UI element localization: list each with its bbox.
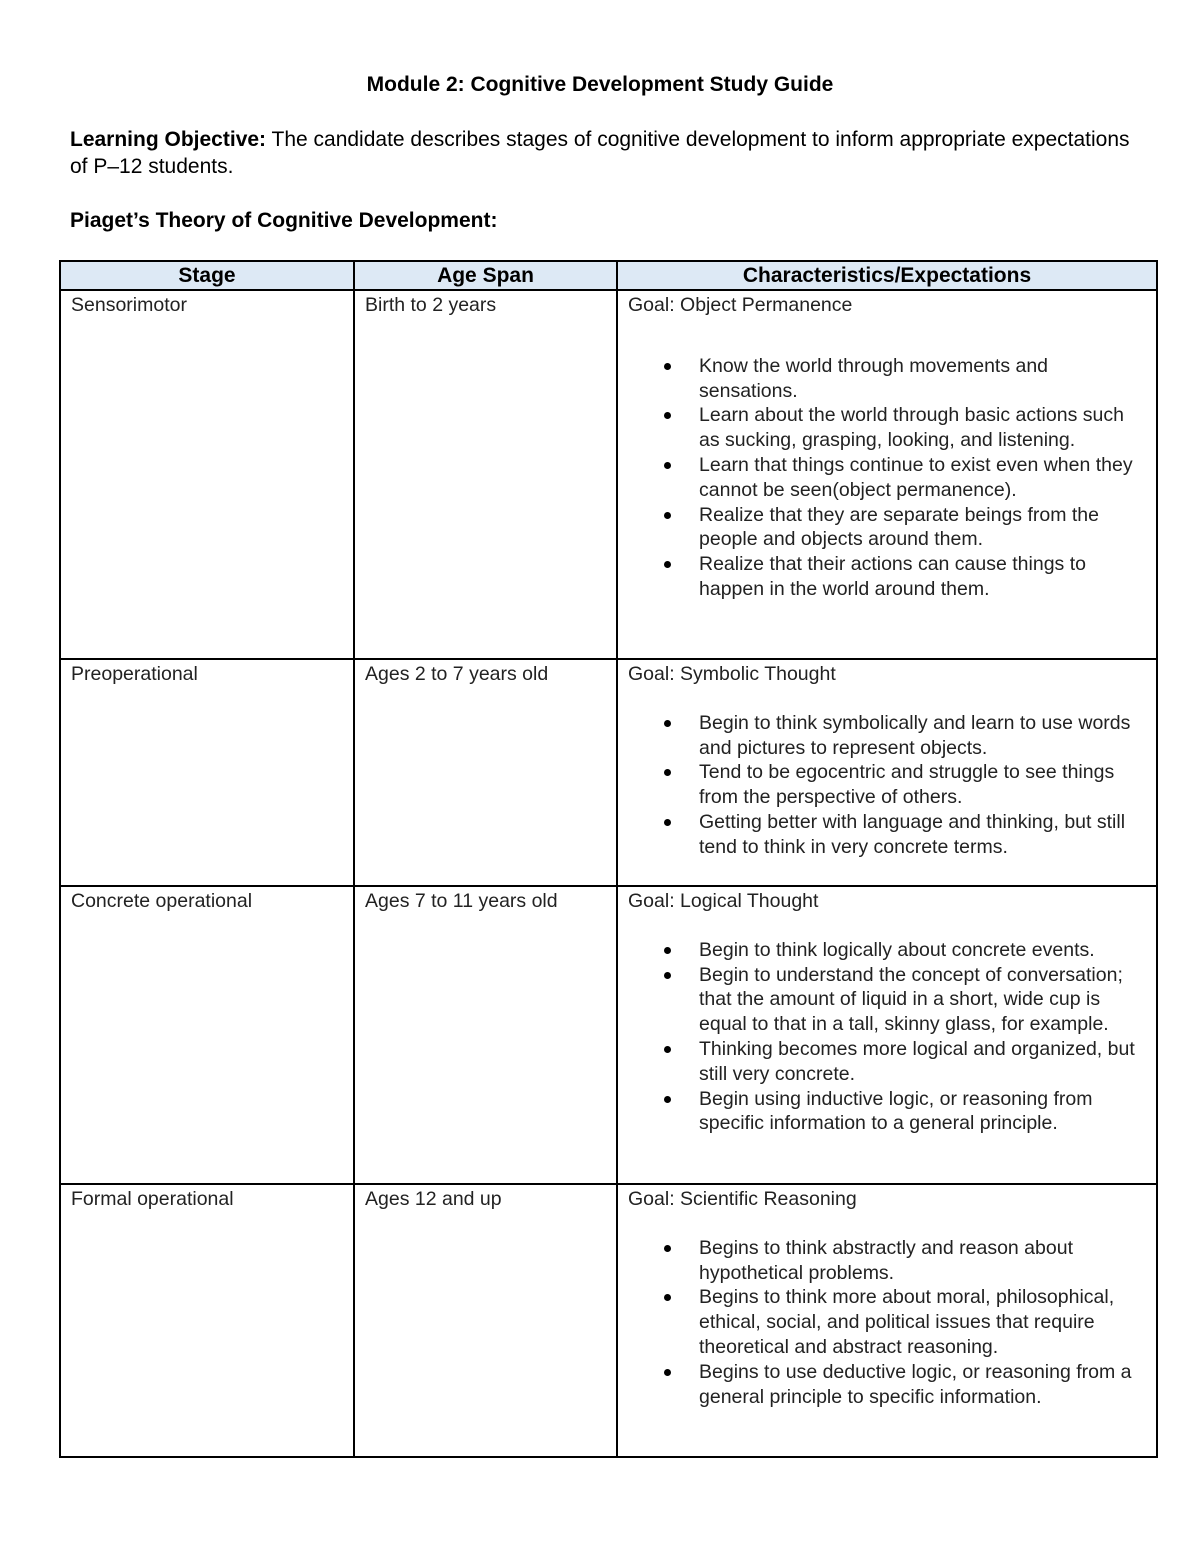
list-item: Thinking becomes more logical and organized, but still very concrete. [699,1037,1146,1087]
goal-text: Goal: Object Permanence [628,294,853,316]
list-item: Begin using inductive logic, or reasoning from specific information to a general principle. [699,1087,1146,1137]
list-item: Begins to use deductive logic, or reasoning from a general principle to specific information. [699,1360,1146,1410]
header-age-span: Age Span [354,261,617,290]
stage-cell: Sensorimotor [60,290,354,659]
characteristics-list [628,711,1146,860]
table-header-row [60,261,1157,290]
stage-cell: Preoperational [60,659,354,886]
list-item: Tend to be egocentric and struggle to see things from the perspective of others. [699,760,1146,810]
list-item: Begin to think symbolically and learn to use words and pictures to represent objects. [699,711,1146,761]
learning-objective [70,126,1150,180]
table-row [60,659,1157,886]
list-item: Learn about the world through basic actions such as sucking, grasping, looking, and listening. [699,403,1146,453]
stage-cell: Formal operational [60,1184,354,1457]
table-row [60,290,1157,659]
age-cell: Birth to 2 years [354,290,617,659]
goal-text: Goal: Scientific Reasoning [628,1188,857,1210]
list-item: Know the world through movements and sensations. [699,354,1146,404]
stage-cell: Concrete operational [60,886,354,1184]
goal-text: Goal: Logical Thought [628,890,819,912]
list-item: Begin to understand the concept of conversation; that the amount of liquid in a short, wide cup is equal to that in a tall, skinny glass, for example. [699,963,1146,1037]
objective-text: The candidate describes stages of cognitive development to inform appropriate expectations of P–12 students. [70,128,1130,178]
characteristics-list [628,1236,1146,1410]
table-row [60,886,1157,1184]
section-heading: Piaget’s Theory of Cognitive Development: [70,209,498,232]
age-cell: Ages 2 to 7 years old [354,659,617,886]
characteristics-list [628,354,1146,602]
list-item: Getting better with language and thinking, but still tend to think in very concrete terms. [699,810,1146,860]
list-item: Realize that they are separate beings from the people and objects around them. [699,503,1146,553]
list-item: Learn that things continue to exist even when they cannot be seen(object permanence). [699,453,1146,503]
characteristics-cell [617,1184,1157,1457]
objective-label: Learning Objective: [70,128,267,151]
characteristics-list [628,938,1146,1136]
goal-text: Goal: Symbolic Thought [628,663,836,685]
list-item: Begin to think logically about concrete events. [699,938,1146,963]
age-cell: Ages 12 and up [354,1184,617,1457]
age-cell: Ages 7 to 11 years old [354,886,617,1184]
piaget-stages-table [59,260,1158,1458]
list-item: Begins to think abstractly and reason about hypothetical problems. [699,1236,1146,1286]
characteristics-cell [617,659,1157,886]
list-item: Realize that their actions can cause things to happen in the world around them. [699,552,1146,602]
header-characteristics: Characteristics/Expectations [617,261,1157,290]
header-stage: Stage [60,261,354,290]
characteristics-cell [617,886,1157,1184]
table-row [60,1184,1157,1457]
characteristics-cell [617,290,1157,659]
list-item: Begins to think more about moral, philosophical, ethical, social, and political issues that require theoretical and abstract reasoning. [699,1285,1146,1359]
page-title: Module 2: Cognitive Development Study Guide [366,73,834,96]
